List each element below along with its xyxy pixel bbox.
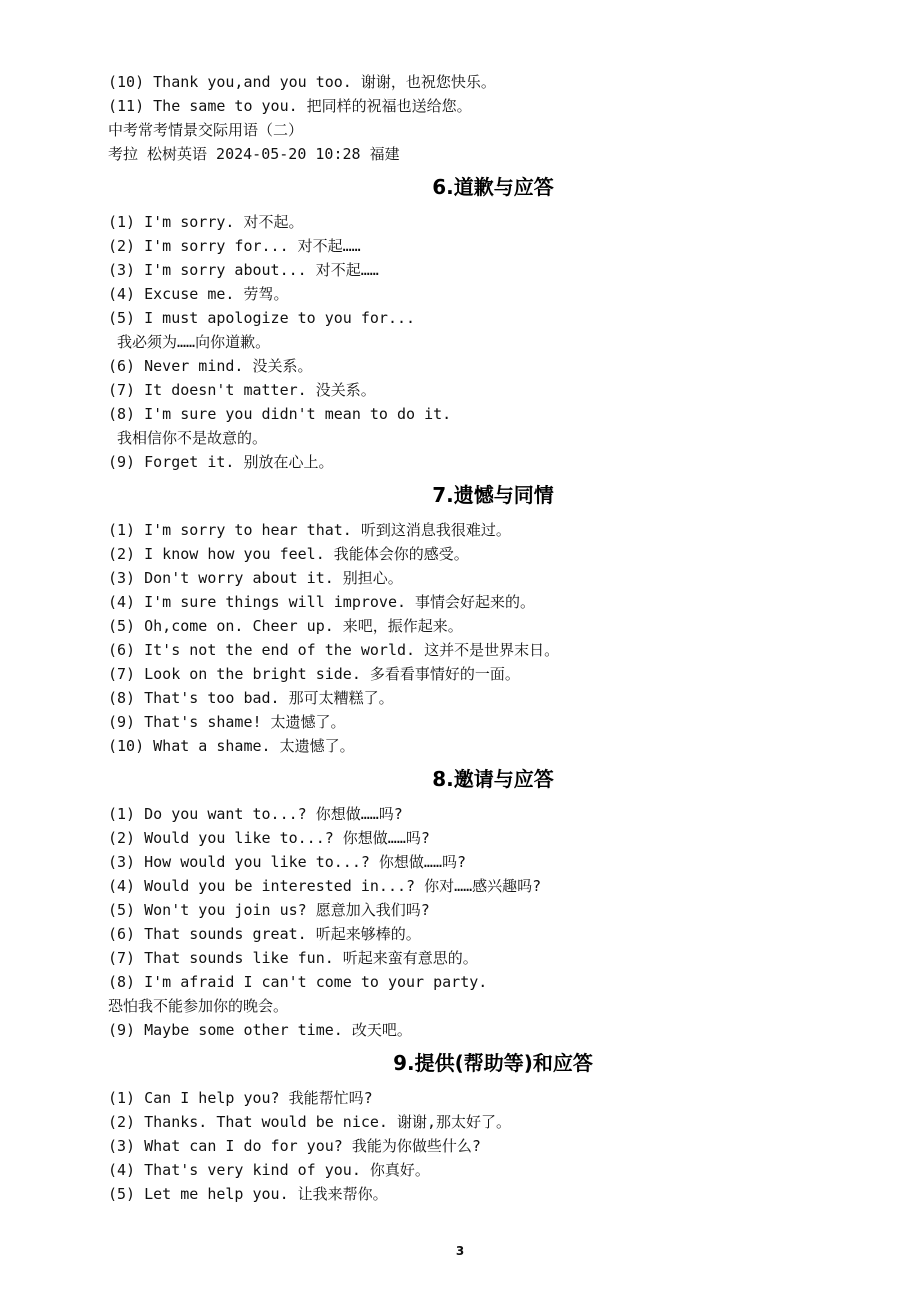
section-apology	[108, 170, 878, 474]
phrase-line: (2) Would you like to...? 你想做……吗?	[108, 829, 430, 847]
phrase-line: (1) I'm sorry. 对不起。	[108, 213, 304, 231]
phrase-line: (4) Excuse me. 劳驾。	[108, 285, 289, 303]
phrase-line: (9) Forget it. 别放在心上。	[108, 453, 334, 471]
phrase-line: (10) What a shame. 太遗憾了。	[108, 737, 355, 755]
phrase-line: (8) That's too bad. 那可太糟糕了。	[108, 689, 394, 707]
phrase-line: (2) I'm sorry for... 对不起……	[108, 237, 361, 255]
phrase-line: 恐怕我不能参加你的晚会。	[108, 997, 289, 1015]
page-number: 3	[455, 1244, 465, 1258]
phrase-line: (3) What can I do for you? 我能为你做些什么?	[108, 1137, 481, 1155]
section-heading: 6.道歉与应答	[432, 175, 554, 199]
phrase-line: (7) That sounds like fun. 听起来蛮有意思的。	[108, 949, 478, 967]
phrase-line: (5) I must apologize to you for...	[108, 309, 416, 327]
section-sympathy	[108, 478, 878, 758]
phrase-line: (6) Never mind. 没关系。	[108, 357, 313, 375]
phrase-line: (4) Would you be interested in...? 你对……感兴趣吗?	[108, 877, 542, 895]
phrase-line: (3) Don't worry about it. 别担心。	[108, 569, 403, 587]
section-heading: 8.邀请与应答	[432, 767, 554, 791]
phrase-line: (8) I'm afraid I can't come to your party.	[108, 973, 488, 991]
phrase-line: (3) How would you like to...? 你想做……吗?	[108, 853, 467, 871]
phrase-line: (1) I'm sorry to hear that. 听到这消息我很难过。	[108, 521, 511, 539]
phrase-line: (9) Maybe some other time. 改天吧。	[108, 1021, 412, 1039]
phrase-line: (6) That sounds great. 听起来够棒的。	[108, 925, 421, 943]
phrase-line: (7) Look on the bright side. 多看看事情好的一面。	[108, 665, 520, 683]
section-offer	[108, 1046, 878, 1206]
phrase-line: (1) Can I help you? 我能帮忙吗?	[108, 1089, 373, 1107]
phrase-line: (6) It's not the end of the world. 这并不是世界末日。	[108, 641, 560, 659]
phrase-line: (1) Do you want to...? 你想做……吗?	[108, 805, 403, 823]
phrase-line: (2) I know how you feel. 我能体会你的感受。	[108, 545, 469, 563]
phrase-line: 我必须为……向你道歉。	[108, 333, 271, 351]
section-invitation	[108, 762, 878, 1042]
phrase-line: (5) Let me help you. 让我来帮你。	[108, 1185, 388, 1203]
intro-line: (10) Thank you,and you too. 谢谢，也祝您快乐。	[108, 73, 496, 91]
phrase-line: (3) I'm sorry about... 对不起……	[108, 261, 379, 279]
phrase-line: (7) It doesn't matter. 没关系。	[108, 381, 376, 399]
section-heading: 9.提供(帮助等)和应答	[393, 1051, 593, 1075]
phrase-line: (9) That's shame! 太遗憾了。	[108, 713, 346, 731]
phrase-line: (8) I'm sure you didn't mean to do it.	[108, 405, 452, 423]
phrase-line: (5) Oh,come on. Cheer up. 来吧，振作起来。	[108, 617, 463, 635]
phrase-line: (4) That's very kind of you. 你真好。	[108, 1161, 430, 1179]
intro-block	[108, 70, 878, 166]
phrase-line: (4) I'm sure things will improve. 事情会好起来的。	[108, 593, 536, 611]
intro-line: (11) The same to you. 把同样的祝福也送给您。	[108, 97, 472, 115]
article-title: 中考常考情景交际用语（二）	[108, 121, 304, 139]
phrase-line: (5) Won't you join us? 愿意加入我们吗?	[108, 901, 430, 919]
phrase-line: 我相信你不是故意的。	[108, 429, 268, 447]
article-meta: 考拉 松树英语 2024-05-20 10:28 福建	[108, 145, 400, 163]
page-content	[108, 70, 878, 1206]
section-heading: 7.遗憾与同情	[432, 483, 554, 507]
phrase-line: (2) Thanks. That would be nice. 谢谢,那太好了。	[108, 1113, 512, 1131]
